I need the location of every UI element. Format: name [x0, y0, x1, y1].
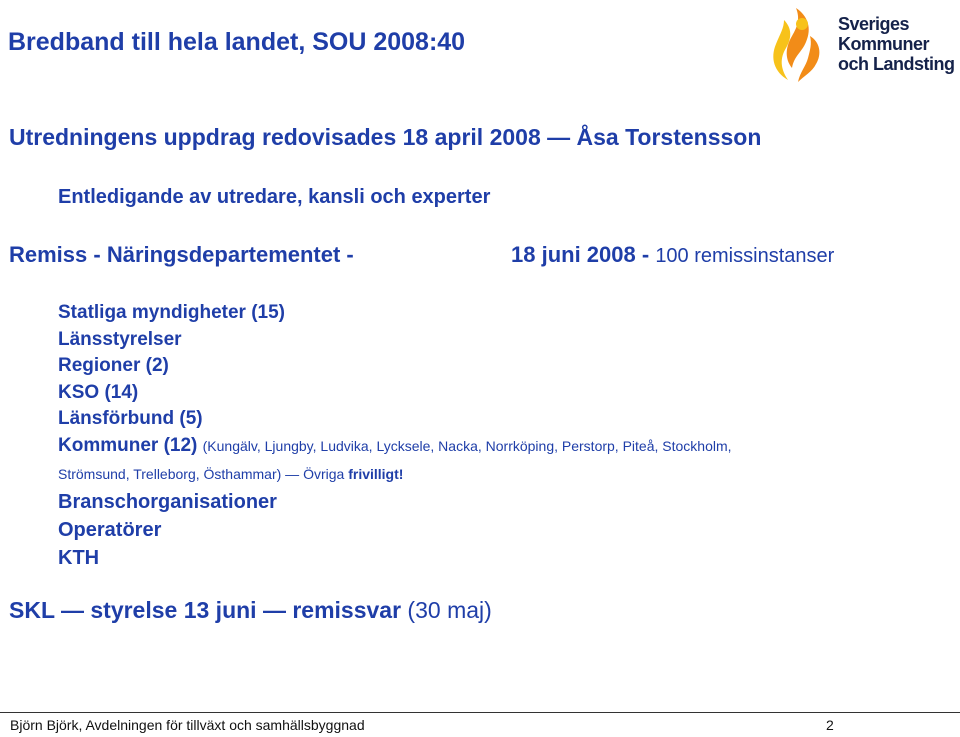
remiss-date: 18 juni 2008	[511, 242, 636, 267]
logo-line-3: och Landsting	[838, 54, 955, 74]
skl-flame-figure-icon	[766, 2, 836, 86]
kommuner-item	[58, 433, 732, 460]
remiss-date-line	[511, 242, 834, 268]
kommuner-detail-continued	[58, 466, 403, 482]
logo-line-1: Sveriges	[838, 14, 910, 34]
list-item: Länsförbund (5)	[58, 408, 203, 430]
body-list	[58, 300, 732, 460]
body-list-2	[58, 488, 277, 572]
kommuner-detail-2: Strömsund, Trelleborg, Östhammar) — Övriga	[58, 466, 349, 482]
footer-author: Björn Björk, Avdelningen för tillväxt och samhällsbyggnad	[10, 717, 365, 733]
list-item: Statliga myndigheter (15)	[58, 302, 285, 323]
remiss-count: 100 remissinstanser	[655, 245, 835, 267]
list-item: Branschorganisationer	[58, 491, 277, 513]
entledigande-line: Entledigande av utredare, kansli och experter	[58, 186, 491, 208]
list-item: KTH	[58, 547, 100, 569]
remiss-label: Remiss - Näringsdepartementet -	[9, 242, 354, 267]
footer-divider	[0, 712, 960, 713]
logo-line-2: Kommuner	[838, 34, 930, 54]
page-number: 2	[826, 717, 834, 733]
kommuner-label: Kommuner (12)	[58, 434, 203, 456]
assignment-heading: Utredningens uppdrag redovisades 18 april 2008 — Åsa Torstensson	[9, 124, 762, 150]
list-item: KSO (14)	[58, 381, 139, 403]
list-item: Operatörer	[58, 519, 162, 541]
remiss-dash: -	[635, 242, 656, 267]
list-item: Länsstyrelser	[58, 328, 182, 350]
skl-logo	[766, 2, 960, 86]
kommuner-detail: (Kungälv, Ljungby, Ludvika, Lycksele, Nacka, Norrköping, Perstorp, Piteå, Stockholm,	[202, 437, 732, 454]
skl-line-date: (30 maj)	[401, 597, 492, 623]
skl-logo-text	[838, 14, 955, 74]
skl-line-bold: SKL — styrelse 13 juni — remissvar	[9, 597, 402, 623]
skl-line	[9, 597, 492, 624]
list-item: Regioner (2)	[58, 355, 169, 377]
slide-title: Bredband till hela landet, SOU 2008:40	[8, 28, 466, 56]
frivilligt-text: frivilligt!	[348, 466, 404, 482]
